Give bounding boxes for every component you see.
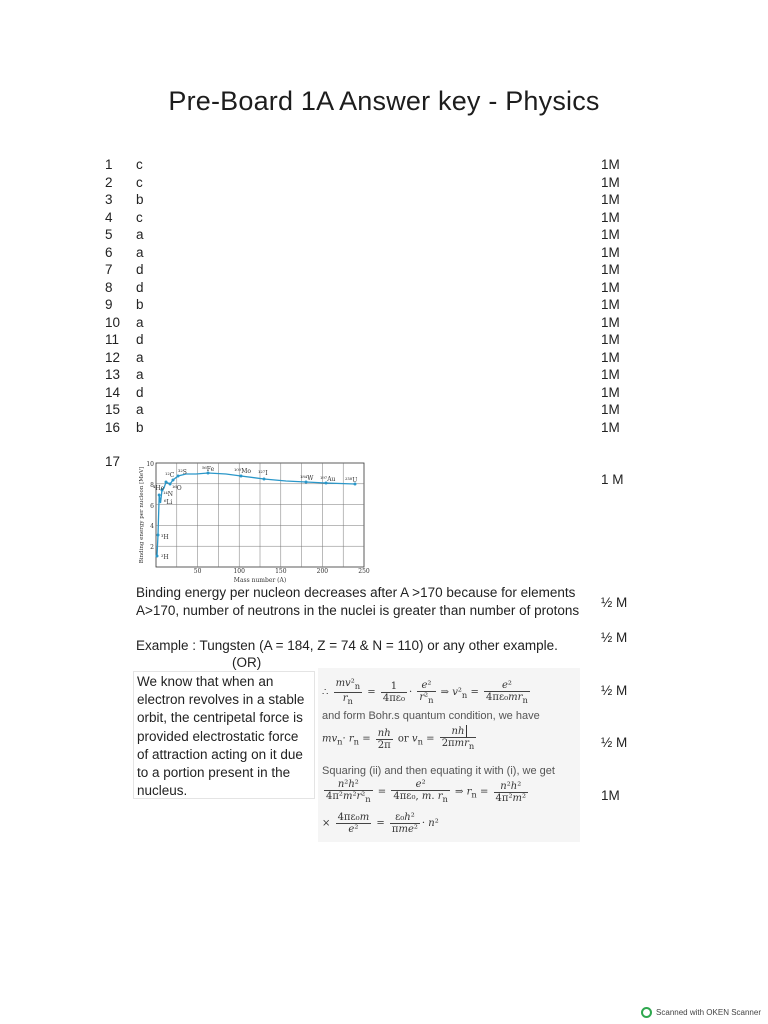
answer-row <box>0 156 768 174</box>
scanner-text: Scanned with OKEN Scanner <box>656 1008 761 1017</box>
isotope-label: ⁶Li <box>164 499 173 506</box>
equation-quantum-condition: $mv_n\cdot r_n$ = $\frac{nh}{2\pi}$ or $v_n$ = $\frac{nh}{2\pi mr_n}$ <box>322 726 475 751</box>
answer-row <box>0 226 768 244</box>
answer-question-number: 7 <box>105 262 113 277</box>
answer-option: b <box>136 419 144 435</box>
answer-marks: 1M <box>601 349 620 365</box>
isotope-label: ¹⁸⁴W <box>300 475 314 482</box>
answer-row <box>0 314 768 332</box>
answer-marks: 1M <box>601 367 620 382</box>
answer-marks: 1M <box>601 209 620 225</box>
answer-option: a <box>136 402 144 417</box>
page-title: Pre-Board 1A Answer key - Physics <box>168 86 600 116</box>
mark-alt-1: ½ M <box>601 683 628 698</box>
answer-option: c <box>136 209 143 225</box>
answer-marks: 1M <box>601 227 620 242</box>
answer-question-number: 16 <box>105 419 121 435</box>
answer-question-number: 1 <box>105 157 113 172</box>
answer-option: d <box>136 384 144 400</box>
answer-marks: 1M <box>601 297 620 312</box>
answer-marks: 1M <box>601 192 620 207</box>
isotope-label: ¹⁶O <box>172 485 182 492</box>
squaring-text: Squaring (ii) and then equating it with (i), we get <box>322 765 555 777</box>
answer-marks: 1M <box>601 402 620 417</box>
answer-question-number: 8 <box>105 279 113 295</box>
answer-row <box>0 401 768 419</box>
answer-option: b <box>136 297 144 312</box>
answer-option: c <box>136 174 143 190</box>
alternative-answer-text: We know that when an electron revolves in a stable orbit, the centripetal force is provided electrostatic force of attraction acting on it due to a portion present in the nucleus. <box>133 671 315 799</box>
answer-question-number: 4 <box>105 209 113 225</box>
answer-option: a <box>136 367 144 382</box>
answer-question-number: 5 <box>105 227 113 242</box>
question-17-number: 17 <box>105 454 121 469</box>
answer-row <box>0 366 768 384</box>
answer-row <box>0 191 768 209</box>
answer-row <box>0 244 768 262</box>
answer-option: a <box>136 227 144 242</box>
y-tick: 10 <box>146 461 154 468</box>
isotope-label: ¹²⁷I <box>258 470 268 477</box>
answer-row <box>0 349 768 367</box>
isotope-label: ³H <box>161 534 169 541</box>
answer-question-number: 13 <box>105 367 121 382</box>
answer-marks: 1M <box>601 314 620 330</box>
isotope-label: ²³⁸U <box>345 477 358 484</box>
mark-graph: 1 M <box>601 472 624 487</box>
x-tick: 100 <box>233 568 245 575</box>
answer-row <box>0 261 768 279</box>
answer-marks: 1M <box>601 332 620 347</box>
equation-centripetal: ∴ $\frac{mv^2_n}{r_n}$ = $\frac{1}{\text{4πε₀}}$ · $\frac{\text{e²}}{r^2_n}$ ⇒ $v^2_n$ = $\frac{\text{e²}}{4\pi\varepsilon_0mr_n}$ <box>322 678 528 706</box>
x-tick: 50 <box>193 568 202 575</box>
equation-radius: $\frac{\text{n²h²}}{4\pi^2m^2r^2_n}$ = $\frac{\text{e²}}{4\pi\varepsilon_0, m. r_n}$ ⇒ $r_n$ = $\frac{\text{n²h²}}{\text{4π²m²}}$ <box>326 779 526 804</box>
answer-question-number: 10 <box>105 314 121 330</box>
isotope-label: ¹⁰⁰Mo <box>234 468 251 475</box>
answer-option: c <box>136 157 143 172</box>
x-axis-label: Mass number (A) <box>233 577 287 584</box>
answer-row <box>0 384 768 402</box>
isotope-label: ⁵⁶Fe <box>202 466 215 473</box>
scanner-watermark <box>641 1007 761 1018</box>
equation-result: × $\frac{\text{4πε₀m}}{\text{e²}}$ = $\frac{\text{ε₀h²}}{\text{πme²}}$ · n² <box>322 812 439 835</box>
answer-row <box>0 279 768 297</box>
answer-option: a <box>136 244 144 260</box>
scanner-logo-icon <box>641 1007 652 1018</box>
isotope-label: ¹⁴N <box>163 491 174 498</box>
y-tick: 2 <box>150 544 154 551</box>
x-tick: 250 <box>358 568 370 575</box>
therefore-symbol: ∴ <box>322 687 329 698</box>
y-tick: 4 <box>150 523 154 530</box>
answer-marks: 1M <box>601 419 620 435</box>
answer-row <box>0 331 768 349</box>
bohr-derivation-image <box>318 668 580 842</box>
answer-option: b <box>136 192 144 207</box>
isotope-label: ⁴He <box>153 485 165 492</box>
isotope-label: ²H <box>161 554 169 561</box>
or-word: or <box>397 733 409 745</box>
answer-option: d <box>136 262 144 277</box>
answer-option: a <box>136 314 144 330</box>
isotope-label: ¹²C <box>165 472 175 479</box>
mark-alt-3: 1M <box>601 788 620 803</box>
answer-question-number: 9 <box>105 297 113 312</box>
answer-question-number: 15 <box>105 402 121 417</box>
answer-question-number: 12 <box>105 349 121 365</box>
y-tick: 8 <box>150 482 154 489</box>
mark-example: ½ M <box>601 630 628 645</box>
y-axis-label: Binding energy per nucleon [MeV] <box>139 466 145 564</box>
answer-row <box>0 174 768 192</box>
mark-explanation: ½ M <box>601 595 628 610</box>
answer-marks: 1M <box>601 384 620 400</box>
bohr-condition-text: and form Bohr.s quantum condition, we have <box>322 710 540 722</box>
isotope-label: ¹⁹⁷Au <box>320 476 336 483</box>
mark-alt-2: ½ M <box>601 735 628 750</box>
answer-row <box>0 209 768 227</box>
text-cursor <box>466 725 467 737</box>
answer-question-number: 6 <box>105 244 113 260</box>
binding-energy-curve <box>136 460 374 584</box>
answer-question-number: 3 <box>105 192 113 207</box>
answer-row <box>0 419 768 437</box>
answer-marks: 1M <box>601 157 620 172</box>
answer-question-number: 2 <box>105 174 113 190</box>
answer-row <box>0 296 768 314</box>
answer-marks: 1M <box>601 262 620 277</box>
x-tick: 200 <box>316 568 329 575</box>
isotope-label: ³²S <box>178 469 187 476</box>
x-tick: 150 <box>275 568 287 575</box>
answer-option: d <box>136 279 144 295</box>
explanation-paragraph: Binding energy per nucleon decreases after A >170 because for elements A>170, number of neutrons in the nuclei is greater than number of protons <box>136 585 580 618</box>
answer-marks: 1M <box>601 279 620 295</box>
binding-energy-svg <box>136 460 374 584</box>
answer-marks: 1M <box>601 174 620 190</box>
or-label: (OR) <box>232 655 262 670</box>
answer-option: a <box>136 349 144 365</box>
answer-option: d <box>136 332 144 347</box>
answer-question-number: 14 <box>105 384 121 400</box>
y-tick: 6 <box>150 503 154 510</box>
answer-question-number: 11 <box>105 332 120 347</box>
answer-marks: 1M <box>601 244 620 260</box>
example-paragraph: Example : Tungsten (A = 184, Z = 74 & N = 110) or any other example. <box>136 638 558 653</box>
